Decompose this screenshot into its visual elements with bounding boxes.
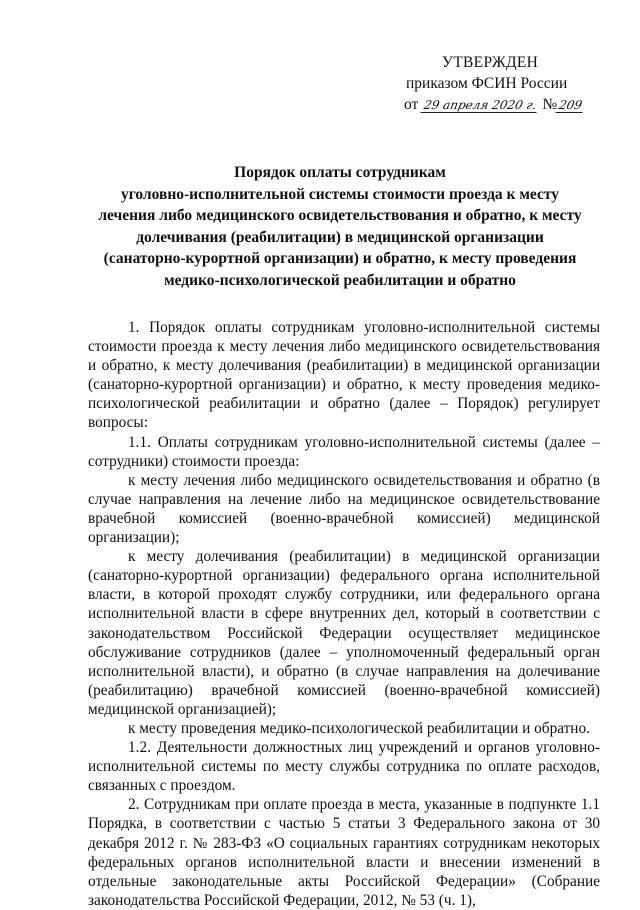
title-line: уголовно-исполнительной системы стоимости проезда к месту — [120, 185, 560, 203]
approval-title: УТВЕРЖДЕН — [442, 54, 539, 71]
number-prefix: № — [542, 96, 558, 113]
paragraph-1-1: 1.1. Оплаты сотрудникам уголовно-исполнительной системы (далее – сотрудники) стоимости проезда: — [88, 433, 600, 470]
paragraph-1-2: 1.2. Деятельности должностных лиц учреждений и органов уголовно-исполнительной системы по месту службы сотрудника по оплате расходов, связанных с проездом. — [88, 739, 600, 795]
title-line: долечивания (реабилитации) в медицинской организации — [136, 228, 544, 246]
paragraph-2: 2. Сотрудникам при оплате проезда в места, указанные в подпункте 1.1 Порядка, в соответствии с частью 5 статьи 3 Федерального закона от 30 декабря 2012 г. № 283-ФЗ «О социальных гарантиях сотрудникам некоторых федеральных органов исполнительной власти и внесении изменений в отдельные законодательные акты Российской Федерации» (Собрание законодательства Российской Федерации, 2012, № 53 (ч. 1), — [88, 796, 600, 909]
approval-order: приказом ФСИН России — [406, 75, 568, 92]
title-line: (санаторно-курортной организации) и обратно, к месту проведения — [103, 250, 577, 268]
document-body — [88, 318, 600, 910]
title-line: лечения либо медицинского освидетельствования и обратно, к месту — [98, 207, 582, 225]
handwritten-date: 29 апреля 2020 г. — [421, 98, 541, 113]
paragraph-treatment: к месту лечения либо медицинского освидетельствования и обратно (в случае направления на лечение либо на медицинское освидетельствование врачебной комиссией (военно-врачебной комиссией) медицинской организации); — [88, 471, 600, 547]
paragraph-psych-rehabilitation: к месту проведения медико-психологической реабилитации и обратно. — [128, 719, 590, 737]
title-line: Порядок оплаты сотрудникам — [234, 164, 446, 181]
title-line: медико-психологической реабилитации и обратно — [164, 271, 516, 289]
approval-date-line — [404, 94, 604, 115]
date-prefix: от — [404, 96, 419, 113]
document-title — [60, 162, 620, 292]
approval-stamp — [404, 52, 604, 115]
handwritten-number: 209 — [556, 98, 586, 113]
paragraph-rehabilitation: к месту долечивания (реабилитации) в медицинской организации (санаторно-курортной организации) федерального органа исполнительной власти, в которой проходят службу сотрудники, или федерального органа исполнительной власти в сфере внутренних дел, который в соответствии с законодательством Российской Федерации осуществляет медицинское обслуживание сотрудников (далее – уполномоченный федеральный орган исполнительной власти), и обратно (в случае направления на долечивание (реабилитацию) врачебной комиссией (военно-врачебной комиссией) медицинской организацией); — [88, 548, 600, 718]
paragraph-1: 1. Порядок оплаты сотрудникам уголовно-исполнительной системы стоимости проезда к месту лечения либо медицинского освидетельствования и обратно, к месту долечивания (реабилитации) в медицинской организации (санаторно-курортной организации) и обратно, к месту проведения медико-психологической реабилитации и обратно (далее – Порядок) регулирует вопросы: — [88, 319, 600, 432]
